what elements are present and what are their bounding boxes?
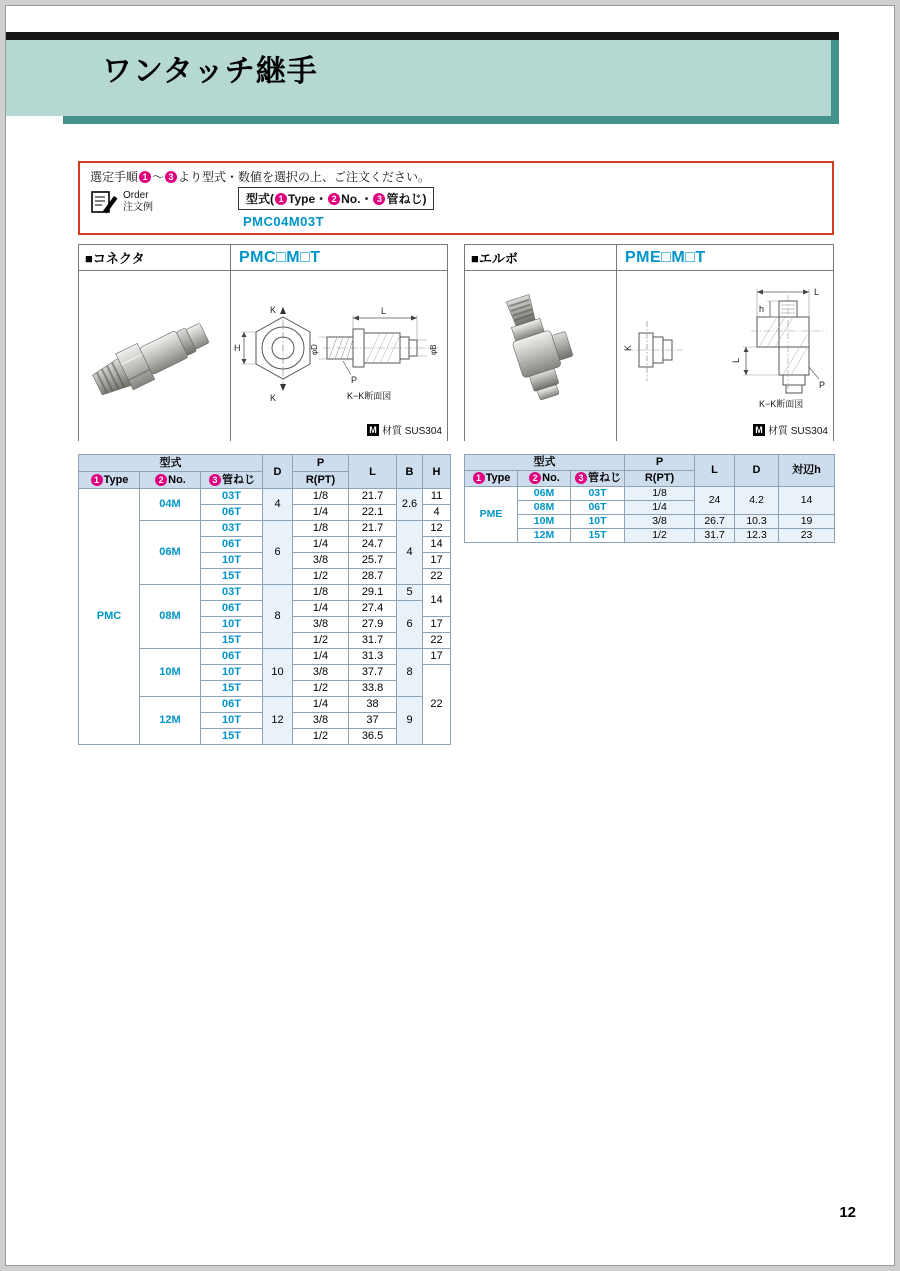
col-header-type <box>465 471 518 487</box>
order-example-code: PMC04M03T <box>243 214 325 229</box>
order-label-jp: 注文例 <box>123 202 153 213</box>
circled-number-1: 1 <box>473 472 485 484</box>
col-header-h: 対辺h <box>779 455 835 487</box>
col-header-type-label: Type <box>485 472 511 484</box>
table-cell: 29.1 <box>349 585 397 601</box>
table-cell: 06T <box>571 501 625 515</box>
col-header-l: L <box>695 455 735 487</box>
table-cell: 6 <box>397 601 423 649</box>
material-text: 材質 SUS304 <box>381 426 442 437</box>
col-header-rpt: R(PT) <box>293 472 349 489</box>
table-cell: 33.8 <box>349 681 397 697</box>
table-cell: 10T <box>571 515 625 529</box>
table-header-row <box>465 455 835 471</box>
pmc-table <box>78 454 450 745</box>
table-cell: 03T <box>201 585 263 601</box>
col-header-no <box>140 472 201 489</box>
table-cell: 10T <box>201 713 263 729</box>
table-cell: 06M <box>518 487 571 501</box>
table-cell: 28.7 <box>349 569 397 585</box>
connector-block <box>78 244 448 441</box>
elbow-photo-cell <box>465 271 617 441</box>
col-header-l: L <box>349 455 397 489</box>
table-cell: 24 <box>695 487 735 515</box>
table-cell: 10M <box>140 649 201 697</box>
model-format-box <box>238 187 434 210</box>
col-header-no <box>518 471 571 487</box>
connector-drawing-cell <box>231 271 447 441</box>
table-cell: 10 <box>263 649 293 697</box>
table-cell: 22 <box>423 569 451 585</box>
col-header-d: D <box>263 455 293 489</box>
material-note <box>367 422 442 437</box>
table-cell: 1/2 <box>293 569 349 585</box>
table-cell: PME <box>465 487 518 543</box>
elbow-heading: ■エルボ <box>465 245 617 270</box>
table-cell: 31.3 <box>349 649 397 665</box>
table-cell: 21.7 <box>349 521 397 537</box>
table-cell: 5 <box>397 585 423 601</box>
table-cell: 3/8 <box>293 713 349 729</box>
table-cell: 06T <box>201 649 263 665</box>
table-cell: 1/2 <box>293 633 349 649</box>
table-cell: 14 <box>779 487 835 515</box>
table-cell: 8 <box>397 649 423 697</box>
elbow-block-header <box>465 245 833 271</box>
material-text: 材質 SUS304 <box>767 426 828 437</box>
table-cell: 15T <box>201 633 263 649</box>
table-cell: 24.7 <box>349 537 397 553</box>
format-t3: 管ねじ) <box>386 192 427 206</box>
col-header-type-label: Type <box>103 474 129 486</box>
table-row <box>465 515 835 529</box>
table-cell: 31.7 <box>349 633 397 649</box>
elbow-photo <box>466 273 616 439</box>
banner-top-bar <box>6 32 839 40</box>
col-header-thread-label: 管ねじ <box>588 472 622 484</box>
order-instruction-prefix: 選定手順 <box>90 170 139 184</box>
order-form-icon <box>90 189 118 215</box>
table-cell: 06T <box>201 505 263 521</box>
banner-shadow-bottom <box>63 116 839 124</box>
table-row <box>79 489 451 505</box>
table-cell: 14 <box>423 537 451 553</box>
table-cell: 38 <box>349 697 397 713</box>
table-cell: 21.7 <box>349 489 397 505</box>
table-cell: 11 <box>423 489 451 505</box>
dim-label: L <box>731 357 741 363</box>
table-cell: 4 <box>397 521 423 585</box>
table-cell: 03T <box>201 521 263 537</box>
dim-label: φB <box>429 344 438 355</box>
table-cell: 27.9 <box>349 617 397 633</box>
page-title: ワンタッチ継手 <box>102 55 318 88</box>
table-cell: 06M <box>140 521 201 585</box>
table-cell: 1/8 <box>625 487 695 501</box>
table-cell: 22 <box>423 633 451 649</box>
banner-shadow-right <box>831 40 839 124</box>
table-cell: 1/8 <box>293 521 349 537</box>
table-cell: 08M <box>140 585 201 649</box>
table-cell: 22 <box>423 665 451 745</box>
col-header-h: H <box>423 455 451 489</box>
circled-number-3: 3 <box>575 472 587 484</box>
table-cell: 3/8 <box>293 617 349 633</box>
connector-model-code: PMC□M□T <box>239 248 321 266</box>
table-cell: 1/2 <box>293 681 349 697</box>
catalog-page <box>5 5 895 1266</box>
col-header-no-label: No. <box>168 474 186 486</box>
dim-label: h <box>759 304 765 314</box>
table-cell: 3/8 <box>293 665 349 681</box>
table-cell: 06T <box>201 697 263 713</box>
format-p1: 型式( <box>246 192 274 206</box>
circled-number-2: 2 <box>328 193 340 205</box>
table-cell: 10T <box>201 665 263 681</box>
page-number: 12 <box>839 1204 856 1221</box>
table-cell: 15T <box>201 681 263 697</box>
connector-photo-cell <box>79 271 231 441</box>
circled-number-3: 3 <box>165 171 177 183</box>
table-cell: 10T <box>201 617 263 633</box>
table-cell: 22.1 <box>349 505 397 521</box>
col-header-d: D <box>735 455 779 487</box>
table-row <box>465 487 835 501</box>
dim-label: P <box>819 380 826 390</box>
connector-drawing <box>231 271 444 439</box>
table-cell: 8 <box>263 585 293 649</box>
dim-label: L <box>381 306 387 316</box>
table-cell: 31.7 <box>695 529 735 543</box>
table-cell: 14 <box>423 585 451 617</box>
table-cell: 1/8 <box>293 585 349 601</box>
table-cell: 3/8 <box>293 553 349 569</box>
dim-label: K <box>623 344 633 351</box>
connector-photo <box>80 273 230 439</box>
table-cell: 17 <box>423 617 451 633</box>
table-cell: 37 <box>349 713 397 729</box>
circled-number-1: 1 <box>91 474 103 486</box>
table-cell: 2.6 <box>397 489 423 521</box>
table-cell: 12 <box>263 697 293 745</box>
order-example-box <box>78 161 834 235</box>
section-view-label: K−K断面図 <box>759 399 804 409</box>
elbow-drawing <box>617 271 830 439</box>
table-header-row <box>79 455 451 472</box>
table-cell: 03T <box>201 489 263 505</box>
table-cell: 15T <box>201 729 263 745</box>
table-cell: 1/2 <box>625 529 695 543</box>
table-cell: 1/4 <box>293 505 349 521</box>
col-header-p: P <box>293 455 349 472</box>
table-cell: 4.2 <box>735 487 779 515</box>
table-cell: 1/4 <box>625 501 695 515</box>
table-cell: 23 <box>779 529 835 543</box>
table-cell: 1/4 <box>293 537 349 553</box>
table-cell: 9 <box>397 697 423 745</box>
elbow-drawing-cell <box>617 271 833 441</box>
dim-label: K <box>270 393 277 403</box>
col-header-thread <box>571 471 625 487</box>
dim-label: K <box>270 305 277 315</box>
table-cell: 27.4 <box>349 601 397 617</box>
pme-table <box>464 454 834 543</box>
section-view-label: K−K断面図 <box>347 391 392 401</box>
elbow-model-code: PME□M□T <box>625 248 706 266</box>
table-cell: 12M <box>518 529 571 543</box>
format-t1: Type・ <box>288 192 328 206</box>
order-icon-block <box>90 189 153 215</box>
table-cell: 12M <box>140 697 201 745</box>
circled-number-1: 1 <box>139 171 151 183</box>
table-cell: PMC <box>79 489 140 745</box>
col-header-b: B <box>397 455 423 489</box>
col-header-rpt: R(PT) <box>625 471 695 487</box>
table-cell: 03T <box>571 487 625 501</box>
circled-number-3: 3 <box>209 474 221 486</box>
table-cell: 08M <box>518 501 571 515</box>
table-cell: 19 <box>779 515 835 529</box>
order-instruction-tilde: 〜 <box>152 170 165 184</box>
table-cell: 1/8 <box>293 489 349 505</box>
material-mark-icon: M <box>367 424 379 436</box>
circled-number-3: 3 <box>373 193 385 205</box>
circled-number-1: 1 <box>275 193 287 205</box>
table-cell: 25.7 <box>349 553 397 569</box>
order-instruction <box>90 168 430 185</box>
table-cell: 1/2 <box>293 729 349 745</box>
circled-number-2: 2 <box>155 474 167 486</box>
order-label-en: Order <box>123 190 149 201</box>
connector-block-header <box>79 245 447 271</box>
col-header-thread-label: 管ねじ <box>222 474 256 486</box>
col-header-p: P <box>625 455 695 471</box>
table-cell: 1/4 <box>293 601 349 617</box>
col-header-no-label: No. <box>542 472 560 484</box>
table-cell: 10T <box>201 553 263 569</box>
table-cell: 06T <box>201 601 263 617</box>
order-format <box>238 187 434 229</box>
table-cell: 37.7 <box>349 665 397 681</box>
table-cell: 3/8 <box>625 515 695 529</box>
col-header-thread <box>201 472 263 489</box>
table-cell: 12 <box>423 521 451 537</box>
material-mark-icon: M <box>753 424 765 436</box>
dim-label: L <box>814 287 820 297</box>
table-cell: 15T <box>571 529 625 543</box>
material-note <box>753 422 828 437</box>
order-instruction-suffix: より型式・数値を選択の上、ご注文ください。 <box>178 170 431 184</box>
dim-label: φD <box>310 344 319 355</box>
table-cell: 10.3 <box>735 515 779 529</box>
col-header-type <box>79 472 140 489</box>
circled-number-2: 2 <box>529 472 541 484</box>
table-cell: 10M <box>518 515 571 529</box>
table-cell: 04M <box>140 489 201 521</box>
table-row <box>465 529 835 543</box>
dim-label: H <box>234 343 241 353</box>
table-cell: 6 <box>263 521 293 585</box>
elbow-block <box>464 244 834 441</box>
table-cell: 12.3 <box>735 529 779 543</box>
table-cell: 4 <box>263 489 293 521</box>
table-cell: 17 <box>423 649 451 665</box>
table-cell: 4 <box>423 505 451 521</box>
table-cell: 1/4 <box>293 697 349 713</box>
table-cell: 17 <box>423 553 451 569</box>
format-t2: No.・ <box>341 192 373 206</box>
connector-heading: ■コネクタ <box>79 245 231 270</box>
table-cell: 06T <box>201 537 263 553</box>
col-header-model-group: 型式 <box>79 455 263 472</box>
table-cell: 1/4 <box>293 649 349 665</box>
dim-label: P <box>351 375 358 385</box>
col-header-model-group: 型式 <box>465 455 625 471</box>
table-cell: 26.7 <box>695 515 735 529</box>
table-cell: 36.5 <box>349 729 397 745</box>
table-cell: 15T <box>201 569 263 585</box>
